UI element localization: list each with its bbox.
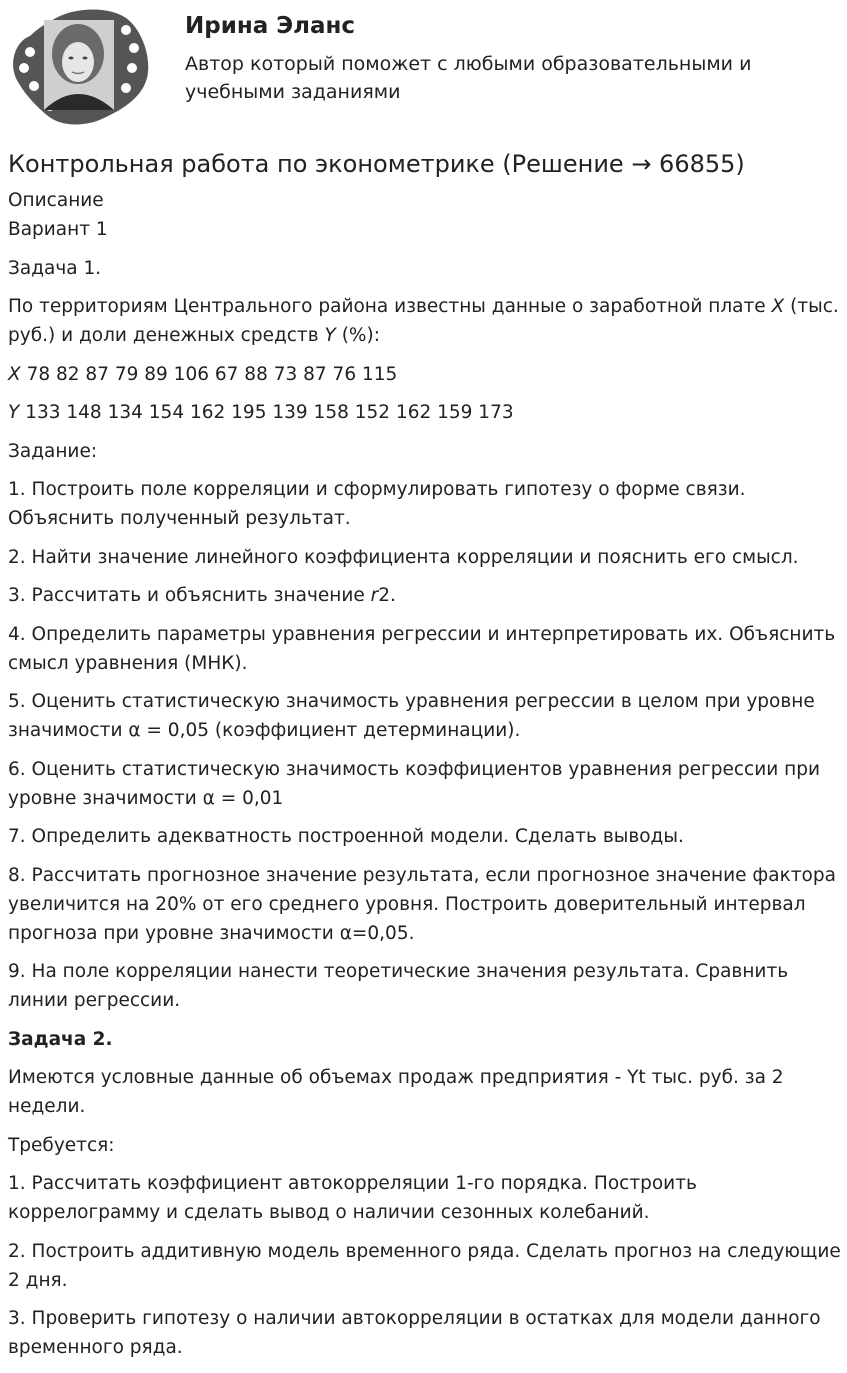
author-name: Ирина Эланс <box>185 13 356 39</box>
task1-heading: Задача 1. <box>8 257 102 279</box>
author-avatar <box>8 8 150 126</box>
description-label: Описание <box>8 190 104 211</box>
task2-heading: Задача 2. <box>8 1028 113 1050</box>
task1-item: 4. Определить параметры уравнения регрессии и интерпретировать их. Объяснить смысл уравнения (МНК). <box>8 623 836 674</box>
task1-item: 7. Определить адекватность построенной модели. Сделать выводы. <box>8 826 684 847</box>
task1-item: 8. Рассчитать прогнозное значение результата, если прогнозное значение фактора увеличится на 20% от его среднего уровня. Построить доверительный интервал прогноза при уровне значимости α=0,05. <box>8 864 836 944</box>
x-values-row: X 78 82 87 79 89 106 67 88 73 87 76 115 <box>8 363 398 385</box>
task2-item: 3. Проверить гипотезу о наличии автокорреляции в остатках для модели данного временного ряда. <box>8 1308 821 1358</box>
task2-item: 1. Рассчитать коэффициент автокорреляции 1-го порядка. Построить коррелограмму и сделать вывод о наличии сезонных колебаний. <box>8 1173 697 1223</box>
y-values-row: Y 133 148 134 154 162 195 139 158 152 162 159 173 <box>8 402 514 423</box>
task2-intro: Имеются условные данные об объемах продаж предприятия - Yt тыс. руб. за 2 недели. <box>8 1067 784 1117</box>
variant-label: Вариант 1 <box>8 219 108 240</box>
task1-item: 6. Оценить статистическую значимость коэффициентов уравнения регрессии при уровне значимости α = 0,01 <box>8 758 821 809</box>
task1-item: 1. Построить поле корреляции и сформулировать гипотезу о форме связи. Объяснить полученный результат. <box>8 479 746 529</box>
task1-item: 9. На поле корреляции нанести теоретические значения результата. Сравнить линии регрессии. <box>8 961 789 1011</box>
task1-item: 3. Рассчитать и объяснить значение r2. <box>8 585 396 606</box>
task1-label: Задание: <box>8 440 98 462</box>
task1-item: 2. Найти значение линейного коэффициента корреляции и пояснить его смысл. <box>8 546 799 568</box>
task2-label: Требуется: <box>8 1134 115 1156</box>
page-title: Контрольная работа по эконометрике (Решение → 66855) <box>8 150 745 178</box>
task2-item: 2. Построить аддитивную модель временного ряда. Сделать прогноз на следующие 2 дня. <box>8 1240 841 1291</box>
document-body <box>8 186 844 1372</box>
author-description: Автор который поможет с любыми образовательными и учебными заданиями <box>185 53 752 103</box>
task1-item: 5. Оценить статистическую значимость уравнения регрессии в целом при уровне значимости α = 0,05 (коэффициент детерминации). <box>8 691 815 741</box>
task1-intro: По территориям Центрального района известны данные о заработной плате X (тыс. руб.) и доли денежных средств Y (%): <box>8 296 839 346</box>
